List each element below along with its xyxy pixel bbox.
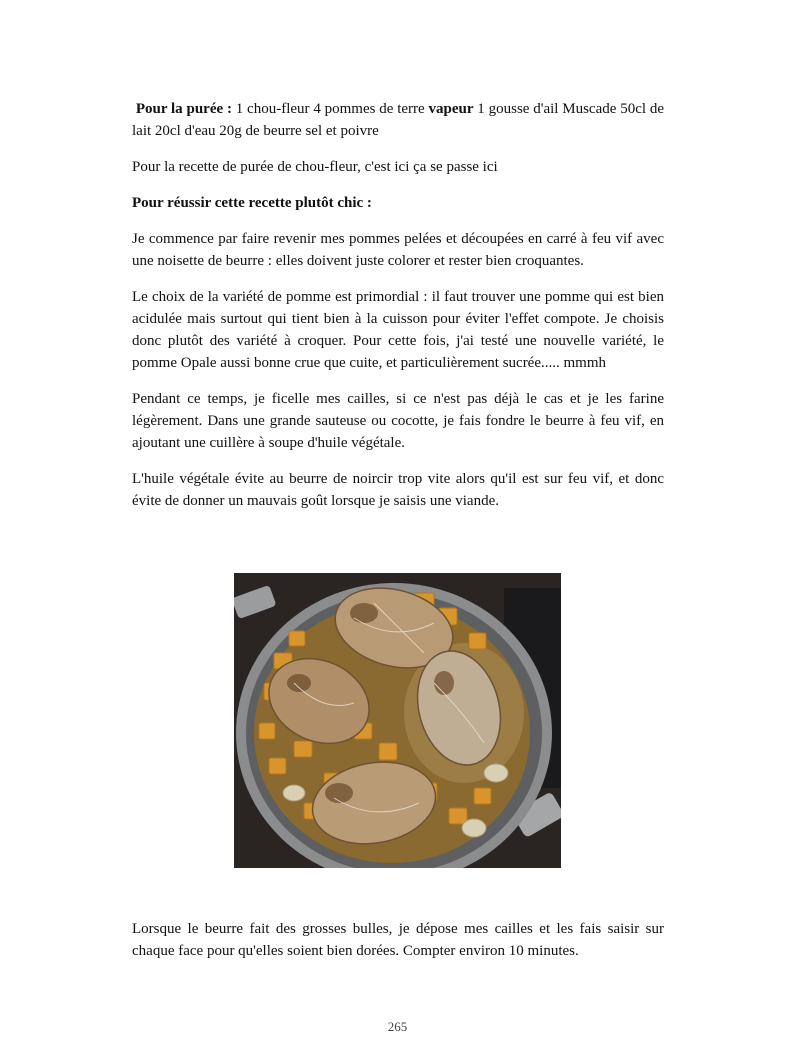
- ingredients-label: Pour la purée :: [135, 101, 232, 117]
- ingredients-paragraph: [132, 98, 664, 142]
- page-number: 265: [387, 1019, 408, 1034]
- photo-quails-in-pan: [234, 573, 561, 868]
- paragraph-vegetable-oil: L'huile végétale évite au beurre de noircir trop vite alors qu'il est sur feu vif, et donc évite de donner un mauvais goût lorsque je saisis une viande.: [132, 471, 664, 509]
- ingredients-text-1: 1 chou-fleur 4 pommes de terre: [231, 101, 429, 117]
- paragraph-apples: Je commence par faire revenir mes pommes pelées et découpées en carré à feu vif avec une noisette de beurre : elles doivent juste colorer et rester bien croquantes.: [132, 231, 664, 269]
- page-body: [132, 98, 664, 526]
- paragraph-quail-prep: Pendant ce temps, je ficelle mes cailles, si ce n'est pas déjà le cas et je les farine légèrement. Dans une grande sauteuse ou cocotte, je fais fondre le beurre à feu vif, en ajoutant une cuillère à soupe d'huile végétale.: [132, 391, 664, 451]
- ingredients-bold-word: vapeur: [428, 101, 474, 117]
- recipe-link-paragraph: Pour la recette de purée de chou-fleur, c'est ici ça se passe ici: [132, 159, 498, 175]
- paragraph-closing: Lorsque le beurre fait des grosses bulles, je dépose mes cailles et les fais saisir sur chaque face pour qu'elles soient bien dorées. Compter environ 10 minutes.: [132, 921, 664, 959]
- ingredients-text-2: 1 gousse d'ail Muscade 50cl de lait 20cl d'eau 20g de beurre sel et poivre: [132, 101, 664, 139]
- paragraph-apple-variety: Le choix de la variété de pomme est primordial : il faut trouver une pomme qui est bien acidulée mais surtout qui tient bien à la cuisson pour éviter l'effet compote. Je choisis donc plutôt des variété à croquer. Pour cette fois, j'ai testé une nouvelle variété, le pomme Opale aussi bonne crue que cuite, et particulièrement sucrée..... mmmh: [132, 289, 664, 371]
- section-heading: Pour réussir cette recette plutôt chic :: [132, 195, 372, 211]
